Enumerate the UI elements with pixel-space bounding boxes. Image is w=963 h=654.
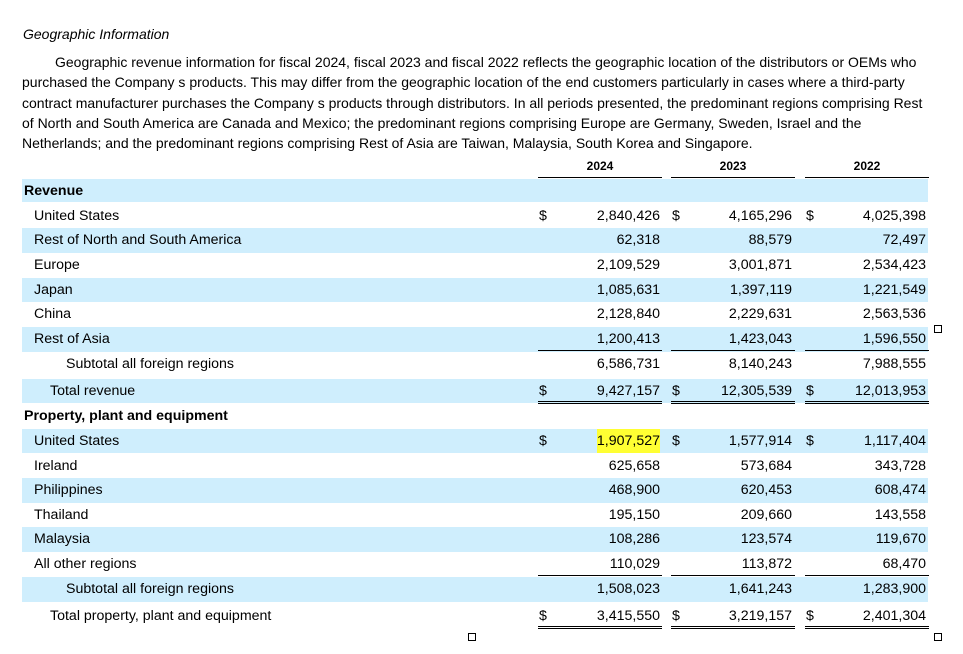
section-heading: Geographic Information [23, 26, 170, 42]
subtotal-underline [805, 575, 929, 576]
value-2024: 2,109,529 [596, 257, 660, 273]
resize-handle[interactable] [934, 325, 942, 333]
resize-handle[interactable] [934, 633, 942, 641]
table-row [22, 253, 928, 278]
value-2024: 2,128,840 [596, 306, 660, 322]
header-underline [805, 177, 929, 178]
subtotal-underline [671, 575, 795, 576]
value-2024: 9,427,157 [596, 382, 660, 399]
row-label: Total revenue [50, 382, 136, 399]
table-row [22, 503, 928, 528]
table-row [22, 302, 928, 327]
value-2022: 68,470 [882, 555, 926, 572]
value-2024: 625,658 [608, 457, 660, 474]
subtotal-underline [671, 350, 795, 351]
value-2022: 1,283,900 [862, 581, 926, 597]
value-2024: 6,586,731 [596, 356, 660, 372]
value-2022: 343,728 [874, 457, 926, 474]
row-label: Property, plant and equipment [24, 408, 228, 424]
value-2023: 8,140,243 [728, 356, 792, 372]
row-label: Subtotal all foreign regions [66, 356, 234, 372]
value-2023: 209,660 [740, 507, 792, 523]
row-label: China [34, 306, 72, 322]
value-2023: 1,577,914 [728, 432, 792, 449]
total-double-underline [671, 626, 795, 629]
row-label: Thailand [34, 507, 89, 523]
table-row [22, 577, 928, 602]
value-2022: 608,474 [874, 482, 926, 498]
value-2022: 12,013,953 [854, 382, 926, 399]
value-2023: 123,574 [740, 531, 792, 547]
currency-symbol: $ [806, 382, 814, 399]
value-2022: 1,221,549 [862, 281, 926, 298]
value-2024: 1,508,023 [596, 581, 660, 597]
row-label: Rest of Asia [34, 331, 110, 347]
value-2023: 1,397,119 [729, 281, 792, 298]
table-row [22, 278, 928, 303]
header-underline [671, 177, 795, 178]
currency-symbol: $ [672, 207, 680, 224]
row-label: Subtotal all foreign regions [66, 581, 234, 597]
row-label: Japan [34, 281, 73, 298]
value-2022: 1,596,550 [862, 331, 926, 347]
value-2023: 1,641,243 [728, 581, 792, 597]
value-2024: 195,150 [608, 507, 660, 523]
currency-symbol: $ [672, 382, 680, 399]
value-2022: 2,534,423 [862, 257, 926, 273]
row-label: United States [34, 432, 120, 449]
table-row [22, 379, 928, 404]
table-row [22, 228, 928, 253]
value-2023: 12,305,539 [720, 382, 792, 399]
value-2022: 119,670 [875, 531, 926, 547]
description-paragraph: Geographic revenue information for fiscal 2024, fiscal 2023 and fiscal 2022 reflects the geographic location of the distributors or OEMs who purchased the Company s products. This may differ from the geographic location of the end customers particularly in cases where a third-party contract manufacturer purchases the Company s products through distributors. In all periods presented, the predominant regions comprising Rest of North and South America are Canada and Mexico; the predominant regions comprising Europe are Germany, Sweden, Israel and the Netherlands; and the predominant regions comprising Rest of Asia are Taiwan, Malaysia, South Korea and Singapore. [22, 54, 923, 152]
table-row [22, 429, 928, 454]
currency-symbol: $ [672, 432, 680, 449]
value-2024: 1,907,527 [597, 429, 660, 454]
row-label: Ireland [34, 457, 78, 474]
value-2023: 113,872 [741, 555, 792, 572]
value-2024: 62,318 [616, 232, 660, 248]
row-label: United States [34, 207, 120, 224]
value-2022: 7,988,555 [862, 356, 926, 372]
value-2022: 143,558 [874, 507, 926, 523]
value-2022: 4,025,398 [862, 207, 926, 224]
currency-symbol: $ [539, 432, 547, 449]
total-double-underline [538, 401, 662, 404]
value-2024: 468,900 [608, 482, 660, 498]
currency-symbol: $ [539, 207, 547, 224]
value-2022: 1,117,404 [863, 432, 926, 449]
row-label: Philippines [34, 482, 103, 498]
currency-symbol: $ [539, 607, 547, 624]
total-double-underline [805, 401, 929, 404]
row-label: All other regions [34, 555, 137, 572]
table-row [22, 454, 928, 479]
value-2024: 1,085,631 [596, 281, 660, 298]
row-label: Malaysia [34, 531, 90, 547]
value-2023: 1,423,043 [728, 331, 792, 347]
section-row [22, 179, 928, 202]
currency-symbol: $ [539, 382, 547, 399]
total-double-underline [805, 626, 929, 629]
value-2022: 72,497 [882, 232, 926, 248]
table-row [22, 352, 928, 377]
table-row [22, 204, 928, 229]
column-header-2024: 2024 [586, 159, 614, 173]
value-2024: 1,200,413 [596, 331, 660, 347]
value-2024: 2,840,426 [596, 207, 660, 224]
subtotal-underline [805, 350, 929, 351]
header-underline [538, 177, 662, 178]
row-label: Total property, plant and equipment [50, 607, 272, 624]
value-2024: 3,415,550 [596, 607, 660, 624]
table-row [22, 527, 928, 552]
currency-symbol: $ [806, 607, 814, 624]
table-row [22, 552, 928, 577]
total-double-underline [671, 401, 795, 404]
currency-symbol: $ [806, 207, 814, 224]
value-2022: 2,563,536 [862, 306, 926, 322]
row-label: Revenue [24, 183, 84, 199]
value-2024: 108,286 [608, 531, 660, 547]
table-row [22, 327, 928, 352]
value-2023: 4,165,296 [728, 207, 792, 224]
row-label: Rest of North and South America [34, 232, 242, 248]
value-2023: 2,229,631 [728, 306, 792, 322]
value-2022: 2,401,304 [862, 607, 926, 624]
column-header-2023: 2023 [719, 159, 747, 173]
value-2023: 3,001,871 [728, 257, 792, 273]
subtotal-underline [538, 575, 662, 576]
currency-symbol: $ [672, 607, 680, 624]
column-header-2022: 2022 [853, 159, 881, 173]
value-2023: 88,579 [748, 232, 792, 248]
value-2023: 620,453 [740, 482, 792, 498]
subtotal-underline [538, 350, 662, 351]
currency-symbol: $ [806, 432, 814, 449]
section-row [22, 404, 928, 427]
value-2023: 573,684 [740, 457, 792, 474]
table-row [22, 604, 928, 629]
row-label: Europe [34, 257, 80, 273]
value-2024: 110,029 [609, 555, 660, 572]
resize-handle[interactable] [468, 633, 476, 641]
total-double-underline [538, 626, 662, 629]
value-2023: 3,219,157 [728, 607, 792, 624]
table-row [22, 478, 928, 503]
